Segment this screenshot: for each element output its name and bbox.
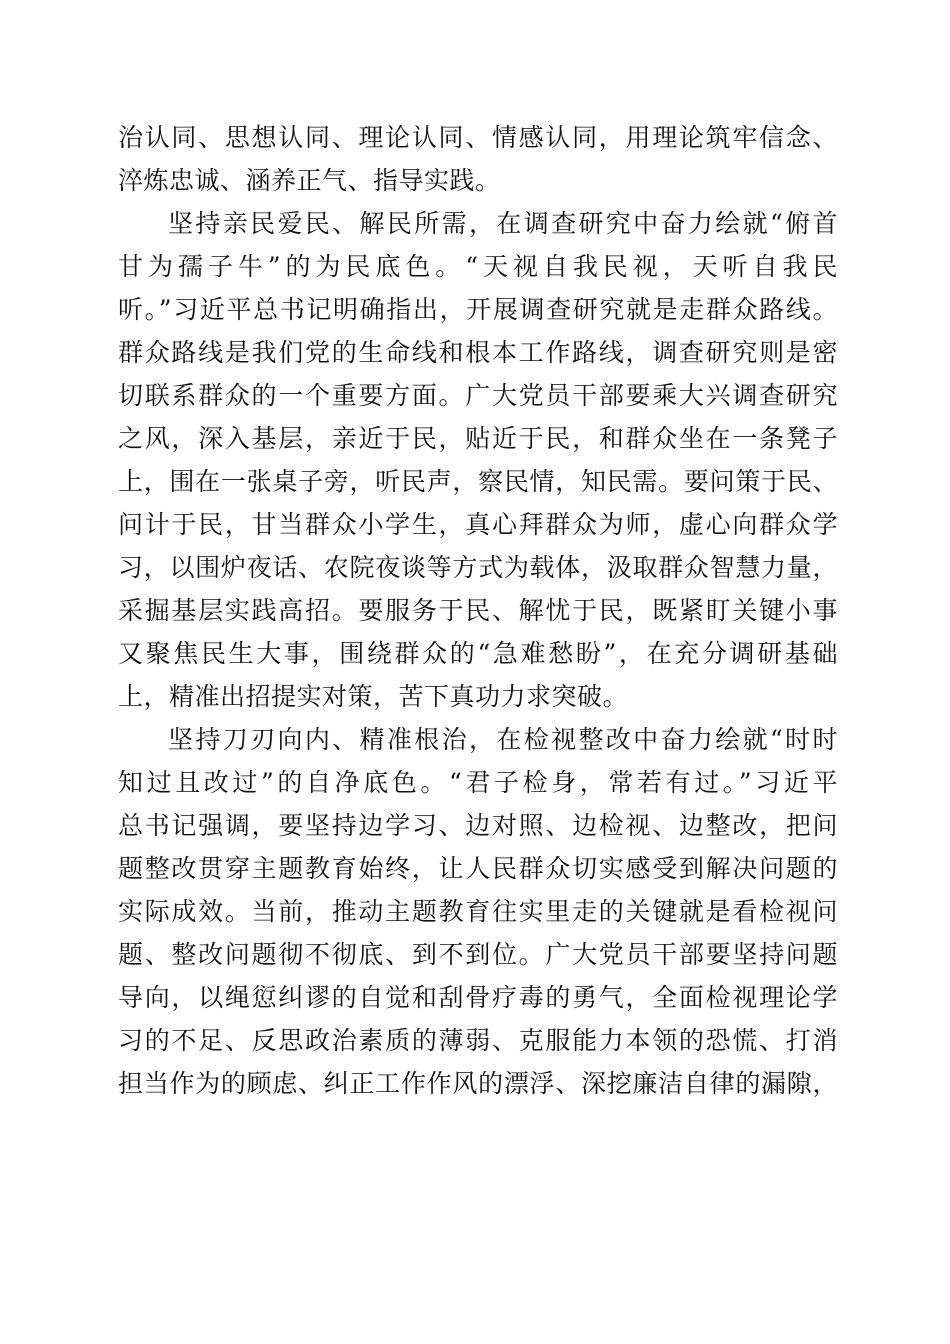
text-line: 习，以围炉夜话、农院夜谈等方式为载体，汲取群众智慧力量， — [118, 553, 838, 582]
text-line: 实际成效。当前，推动主题教育往实里走的关键就是看检视问 — [118, 897, 838, 926]
text-line: 上，围在一张桌子旁，听民声，察民情，知民需。要问策于民、 — [118, 467, 838, 496]
text-line: 之风，深入基层，亲近于民，贴近于民，和群众坐在一条凳子 — [118, 424, 838, 453]
paragraph-continuation — [118, 116, 838, 202]
text-line: 群众路线是我们党的生命线和根本工作路线，调查研究则是密 — [118, 338, 838, 367]
text-line: 上，精准出招提实对策，苦下真功力求突破。 — [118, 682, 629, 711]
text-line: 担当作为的顾虑、纠正工作作风的漂浮、深挖廉洁自律的漏隙， — [118, 1069, 838, 1098]
text-line: 知过且改过”的自净底色。“君子检身，常若有过。”习近平 — [118, 768, 838, 797]
text-line: 坚持亲民爱民、解民所需，在调查研究中奋力绘就“俯首 — [168, 209, 838, 238]
paragraph-investigation — [118, 202, 838, 718]
paragraph-rectification — [118, 718, 838, 1105]
body-text — [118, 116, 838, 1105]
text-line: 甘为孺子牛”的为民底色。“天视自我民视，天听自我民 — [118, 252, 838, 281]
text-line: 问计于民，甘当群众小学生，真心拜群众为师，虚心向群众学 — [118, 510, 838, 539]
text-line: 题、整改问题彻不彻底、到不到位。广大党员干部要坚持问题 — [118, 940, 838, 969]
text-line: 采掘基层实践高招。要服务于民、解忧于民，既紧盯关键小事 — [118, 596, 838, 625]
text-line: 又聚焦民生大事，围绕群众的“急难愁盼”，在充分调研基础 — [118, 639, 838, 668]
text-line: 淬炼忠诚、涵养正气、指导实践。 — [118, 166, 501, 195]
text-line: 听。”习近平总书记明确指出，开展调查研究就是走群众路线。 — [118, 295, 838, 324]
text-line: 导向，以绳愆纠谬的自觉和刮骨疗毒的勇气，全面检视理论学 — [118, 983, 838, 1012]
text-line: 治认同、思想认同、理论认同、情感认同，用理论筑牢信念、 — [118, 123, 838, 152]
text-line: 习的不足、反思政治素质的薄弱、克服能力本领的恐慌、打消 — [118, 1026, 838, 1055]
text-line: 题整改贯穿主题教育始终，让人民群众切实感受到解决问题的 — [118, 854, 838, 883]
text-line: 总书记强调，要坚持边学习、边对照、边检视、边整改，把问 — [118, 811, 838, 840]
text-line: 坚持刀刃向内、精准根治，在检视整改中奋力绘就“时时 — [168, 725, 838, 754]
text-line: 切联系群众的一个重要方面。广大党员干部要乘大兴调查研究 — [118, 381, 838, 410]
